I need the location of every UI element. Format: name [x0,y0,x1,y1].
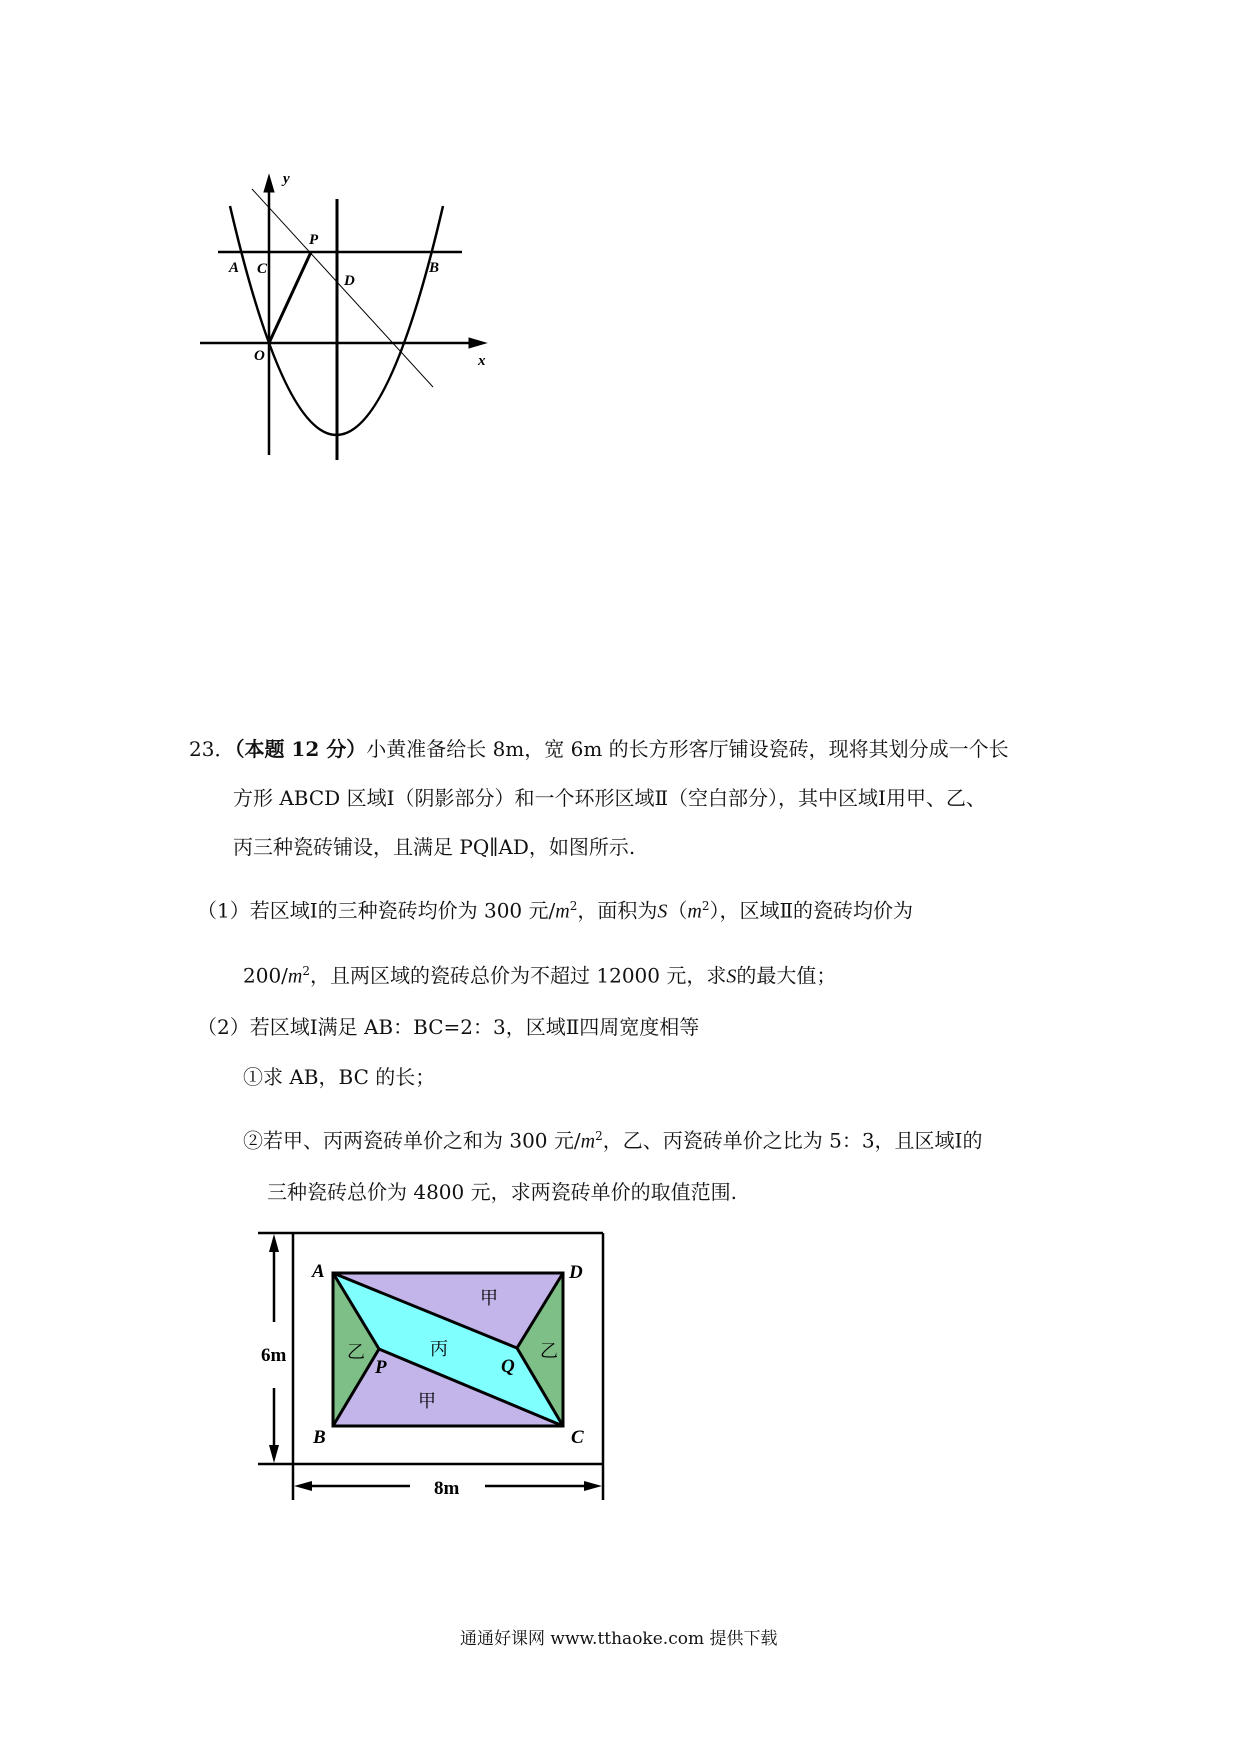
q2-2-text-b: ，乙、丙瓷砖单价之比为 5：3，且区域Ⅰ的 [602,1128,983,1153]
q1-text-e: ，且两区域的瓷砖总价为不超过 12000 元，求 [310,963,727,988]
q1-text-d: 200/ [243,963,288,988]
x-axis-arrow [469,338,486,348]
label-d: D [344,273,355,289]
height-label: 6m [261,1345,287,1366]
y-axis-arrow [264,175,274,192]
question-2: （2）若区域Ⅰ满足 AB：BC=2：3，区域Ⅱ四周宽度相等 [197,1015,700,1039]
q2-2-text-a: ②若甲、丙两瓷砖单价之和为 300 元/ [243,1128,581,1153]
var-m: m [580,1130,596,1153]
var-m: m [555,900,570,923]
problem-score: （本题 12 分） [234,737,367,761]
label-a: A [229,260,240,276]
sup-2: 2 [701,899,710,913]
q1-text-f: 的最大值； [736,963,837,988]
question-2-part-2-line-2: 三种瓷砖总价为 4800 元，求两瓷砖单价的取值范围. [267,1180,737,1204]
point-d: D [569,1262,583,1283]
problem-intro-1: 小黄准备给长 8m，宽 6m 的长方形客厅铺设瓷砖，现将其划分成一个长 [366,737,1009,761]
problem-line-1 [189,736,1009,762]
var-m: m [287,965,303,988]
sup-2: 2 [302,964,311,978]
question-1-line-2 [243,958,836,990]
sup-2: 2 [595,1129,603,1143]
problem-number: 23． [189,737,235,761]
footer-text: 通通好课网 www.tthaoke.com 提供下载 [460,1629,778,1649]
label-b: B [429,260,440,276]
label-bing: 丙 [430,1339,448,1360]
question-2-part-1: ①求 AB，BC 的长； [243,1065,436,1089]
point-c: C [571,1427,584,1448]
point-q: Q [501,1356,515,1377]
label-y: y [283,171,290,187]
label-jia-bottom: 甲 [418,1391,436,1412]
point-p: P [375,1357,387,1378]
width-label: 8m [434,1478,460,1499]
sup-2: 2 [569,899,578,913]
label-yi-right: 乙 [540,1341,558,1362]
problem-line-2: 方形 ABCD 区域Ⅰ（阴影部分）和一个环形区域Ⅱ（空白部分），其中区域Ⅰ用甲、乙、 [233,786,986,810]
label-c: C [257,261,268,277]
question-2-part-2-line-1 [243,1123,982,1155]
segment-op [269,252,311,343]
q1-text-a: （1）若区域Ⅰ的三种瓷砖均价为 300 元/ [197,898,556,923]
paren: （ [667,898,688,923]
label-yi-left: 乙 [347,1342,365,1363]
point-b: B [313,1427,326,1448]
var-s: S [726,965,737,988]
label-o: O [254,348,265,364]
var-m: m [687,900,702,923]
label-jia-top: 甲 [480,1288,498,1309]
point-a: A [312,1261,325,1282]
q1-text-c: ），区域Ⅱ的瓷砖均价为 [709,898,914,923]
q1-text-b: ，面积为 [577,898,658,923]
problem-line-3: 丙三种瓷砖铺设，且满足 PQ∥AD，如图所示. [233,835,636,859]
label-p: P [309,232,319,248]
var-s: S [657,900,668,923]
tile-diagram [258,1233,603,1500]
label-x: x [478,353,486,369]
question-1-line-1 [197,893,913,925]
line-pd [252,189,433,387]
